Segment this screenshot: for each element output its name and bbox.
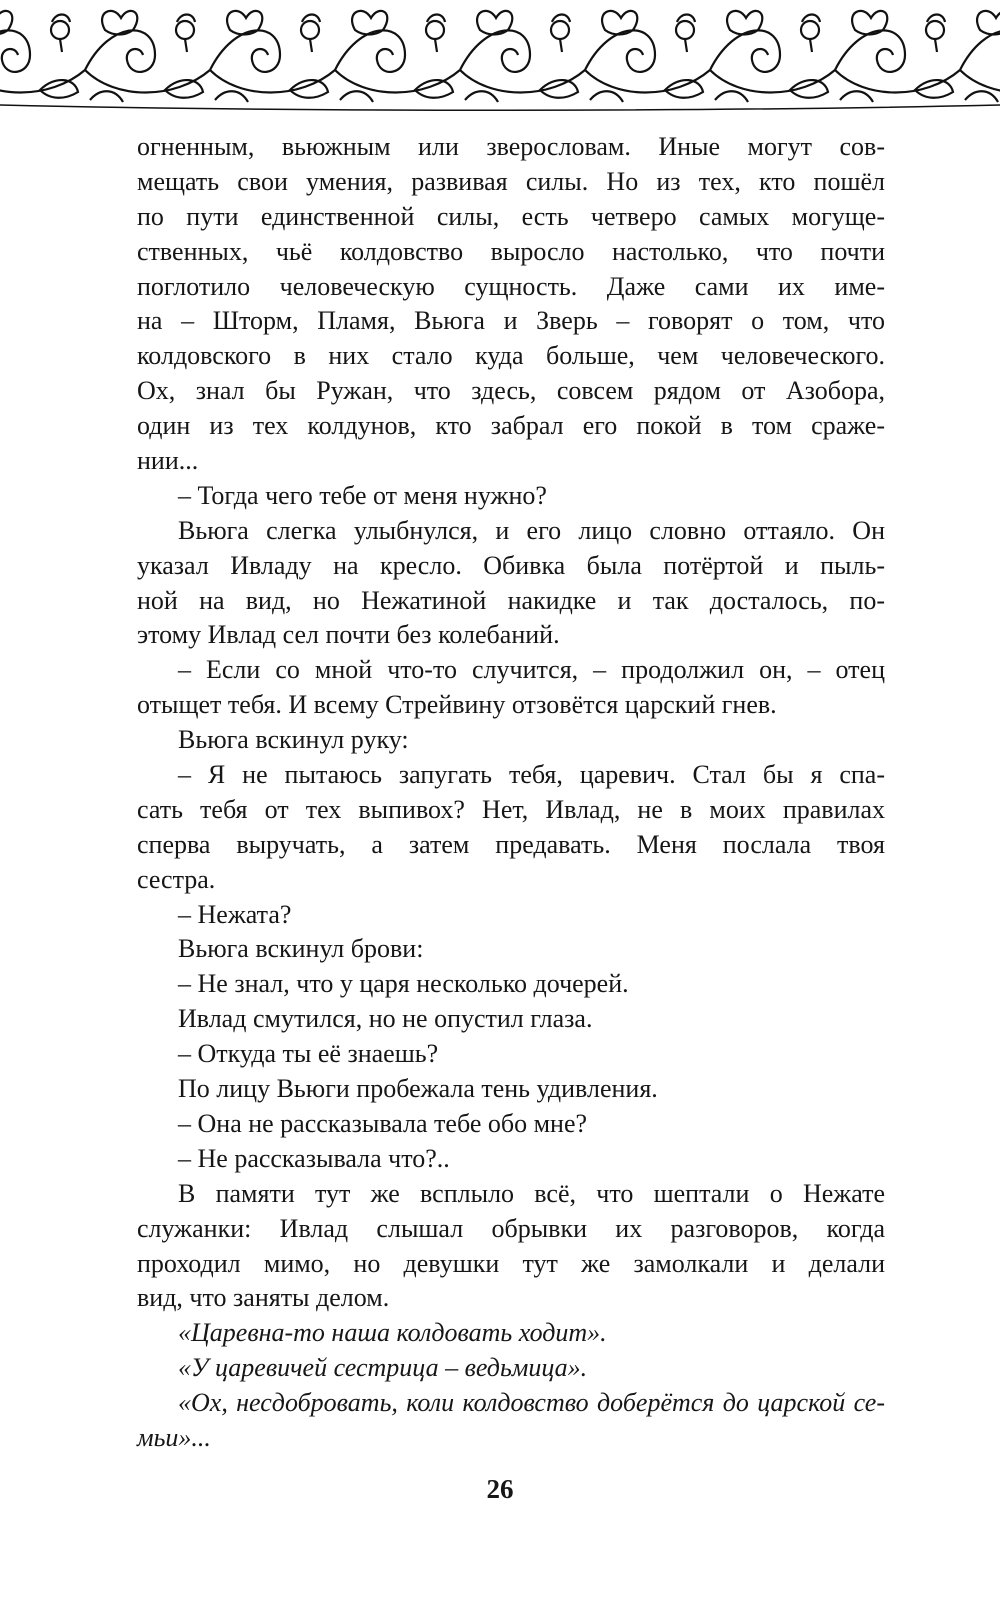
text-line: – Тогда чего тебе от меня нужно? (178, 480, 547, 510)
text-line: – Не знал, что у царя несколько дочерей. (178, 969, 629, 999)
text-line: – Не рассказывала что?.. (178, 1143, 450, 1173)
text-line: по пути единственной силы, есть четверо самых могуще- (137, 201, 885, 231)
page-number: 26 (486, 1474, 514, 1504)
text-line: – Нежата? (178, 899, 292, 929)
text-line: сперва выручать, а затем предавать. Меня послала твоя (137, 829, 885, 859)
text-line: нии... (137, 446, 199, 476)
text-line: Вьюга вскинул руку: (178, 725, 409, 755)
italic-text-line: «Ох, несдобровать, коли колдовство доберётся до царской се- (178, 1388, 885, 1418)
text-line: – Она не рассказывала тебе обо мне? (178, 1108, 588, 1138)
text-line: сать тебя от тех выпивох? Нет, Ивлад, не в моих правилах (137, 794, 885, 824)
text-line: этому Ивлад сел почти без колебаний. (137, 620, 560, 650)
text-line: служанки: Ивлад слышал обрывки их разговоров, когда (137, 1213, 885, 1243)
text-line: поглотило человеческую сущность. Даже сами их име- (137, 271, 885, 301)
text-line: – Если со мной что-то случится, – продолжил он, – отец (178, 655, 885, 685)
text-line: Ох, знал бы Ружан, что здесь, совсем рядом от Азобора, (137, 376, 885, 406)
text-line: отыщет тебя. И всему Стрейвину отзовётся царский гнев. (137, 690, 777, 720)
text-line: один из тех колдунов, кто забрал его покой в том сраже- (137, 411, 885, 441)
text-line: – Я не пытаюсь запугать тебя, царевич. Стал бы я спа- (178, 760, 885, 790)
italic-text-line: «У царевичей сестрица – ведьмица». (178, 1353, 588, 1383)
text-line: проходил мимо, но девушки тут же замолкали и делали (137, 1248, 885, 1278)
italic-text-line: мьи»... (137, 1422, 211, 1452)
text-line: указал Ивладу на кресло. Обивка была потёртой и пыль- (137, 550, 885, 580)
text-line: колдовского в них стало куда больше, чем человеческого. (137, 341, 885, 371)
italic-text-line: «Царевна-то наша колдовать ходит». (178, 1318, 607, 1348)
text-line: ной на вид, но Нежатиной накидке и так досталось, по- (137, 585, 885, 615)
text-line: Вьюга вскинул брови: (178, 934, 424, 964)
text-line: Ивлад смутился, но не опустил глаза. (178, 1004, 593, 1034)
text-line: сестра. (137, 864, 216, 894)
floral-ornament-header (0, 0, 1000, 112)
text-line: огненным, вьюжным или зверословам. Иные могут сов- (137, 132, 885, 161)
text-line: ственных, чьё колдовство выросло настолько, что почти (137, 236, 885, 266)
text-line: По лицу Вьюги пробежала тень удивления. (178, 1074, 658, 1104)
text-line: мещать свои умения, развивая силы. Но из тех, кто пошёл (137, 166, 885, 196)
text-line: В памяти тут же всплыло всё, что шептали о Нежате (178, 1178, 885, 1208)
body-text (137, 130, 885, 1456)
text-line: – Откуда ты её знаешь? (178, 1039, 439, 1069)
text-line: Вьюга слегка улыбнулся, и его лицо словно оттаяло. Он (178, 515, 885, 545)
text-line: вид, что заняты делом. (137, 1283, 390, 1313)
text-line: на – Шторм, Пламя, Вьюга и Зверь – говорят о том, что (137, 306, 885, 336)
